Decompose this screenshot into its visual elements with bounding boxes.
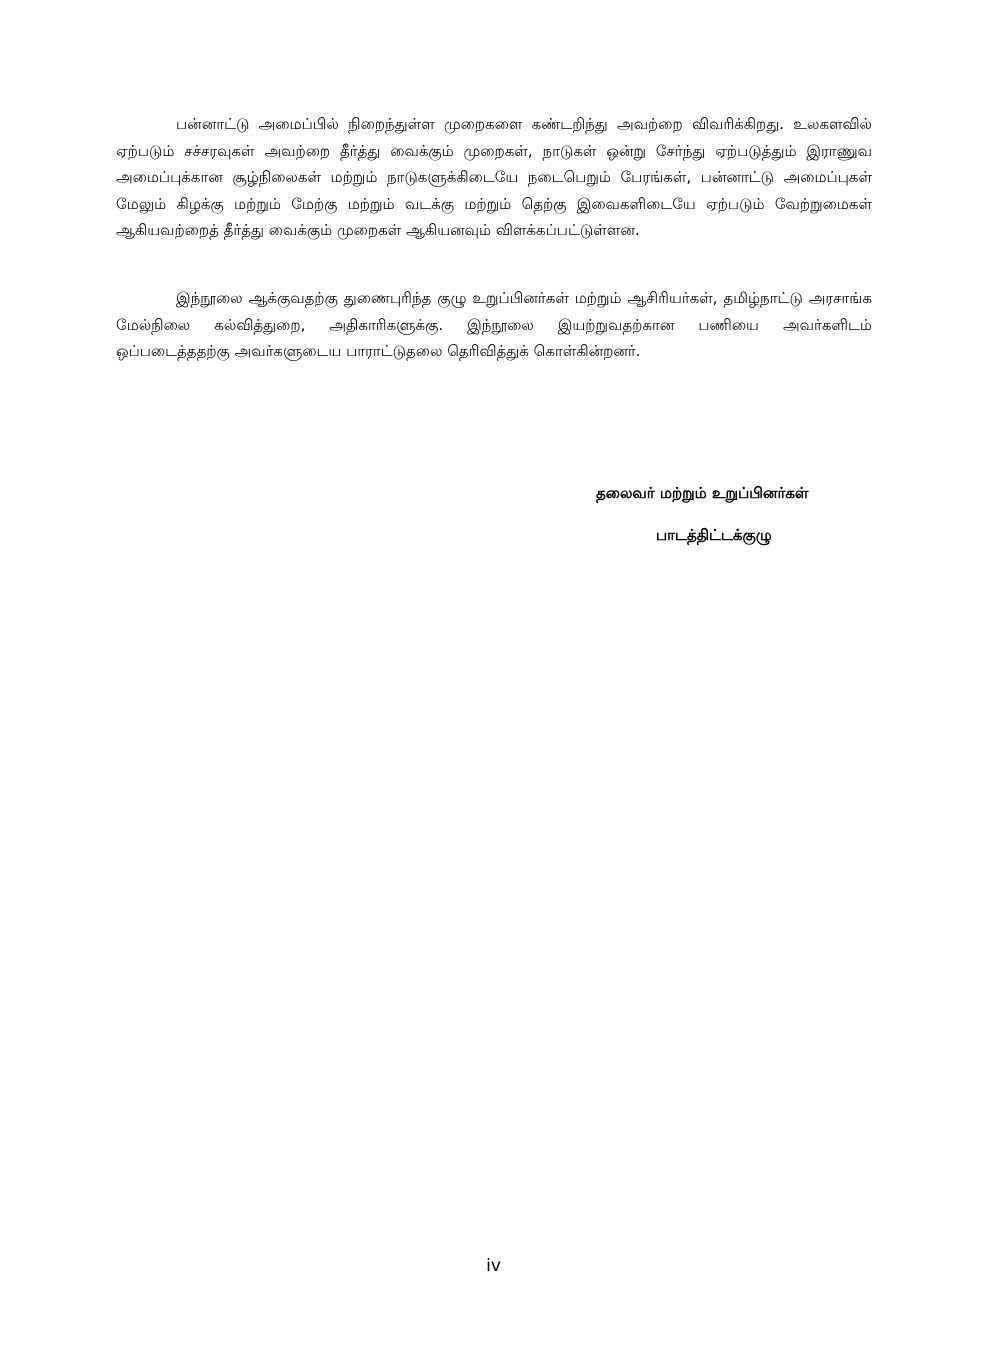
signature-title: தலைவர் மற்றும் உறுப்பினர்கள் (596, 484, 809, 502)
signature-committee: பாடத்திட்டக்குழு (656, 526, 772, 544)
body-paragraph-1: பன்னாட்டு அமைப்பில் நிறைந்துள்ள முறைகளை கண்டறிந்து அவற்றை விவரிக்கிறது. உலகளவில் ஏற்படும் சச்சரவுகள் அவற்றை தீர்த்து வைக்கும் முறைகள், நாடுகள் ஒன்று சேர்ந்து ஏற்படுத்தும் இராணுவ அமைப்புக்கான சூழ்நிலைகள் மற்றும் நாடுகளுக்கிடையே நடைபெறும் பேரங்கள், பன்னாட்டு அமைப்புகள் மேலும் கிழக்கு மற்றும் மேற்கு மற்றும் வடக்கு மற்றும் தெற்கு இவைகளிடையே ஏற்படும் வேற்றுமைகள் ஆகியவற்றைத் தீர்த்து வைக்கும் முறைகள் ஆகியனவும் விளக்கப்பட்டுள்ளன. (116, 115, 872, 239)
body-paragraph-2: இந்நூலை ஆக்குவதற்கு துணைபுரிந்த குழு உறுப்பினர்கள் மற்றும் ஆசிரியர்கள், தமிழ்நாட்டு அரசாங்க மேல்நிலை கல்வித்துறை, அதிகாரிகளுக்கு. இந்நூலை இயற்றுவதற்கான பணியை அவர்களிடம் ஒப்படைத்ததற்கு அவர்களுடைய பாராட்டுதலை தெரிவித்துக் கொள்கின்றனர். (116, 289, 872, 360)
page-number: iv (486, 1256, 501, 1276)
